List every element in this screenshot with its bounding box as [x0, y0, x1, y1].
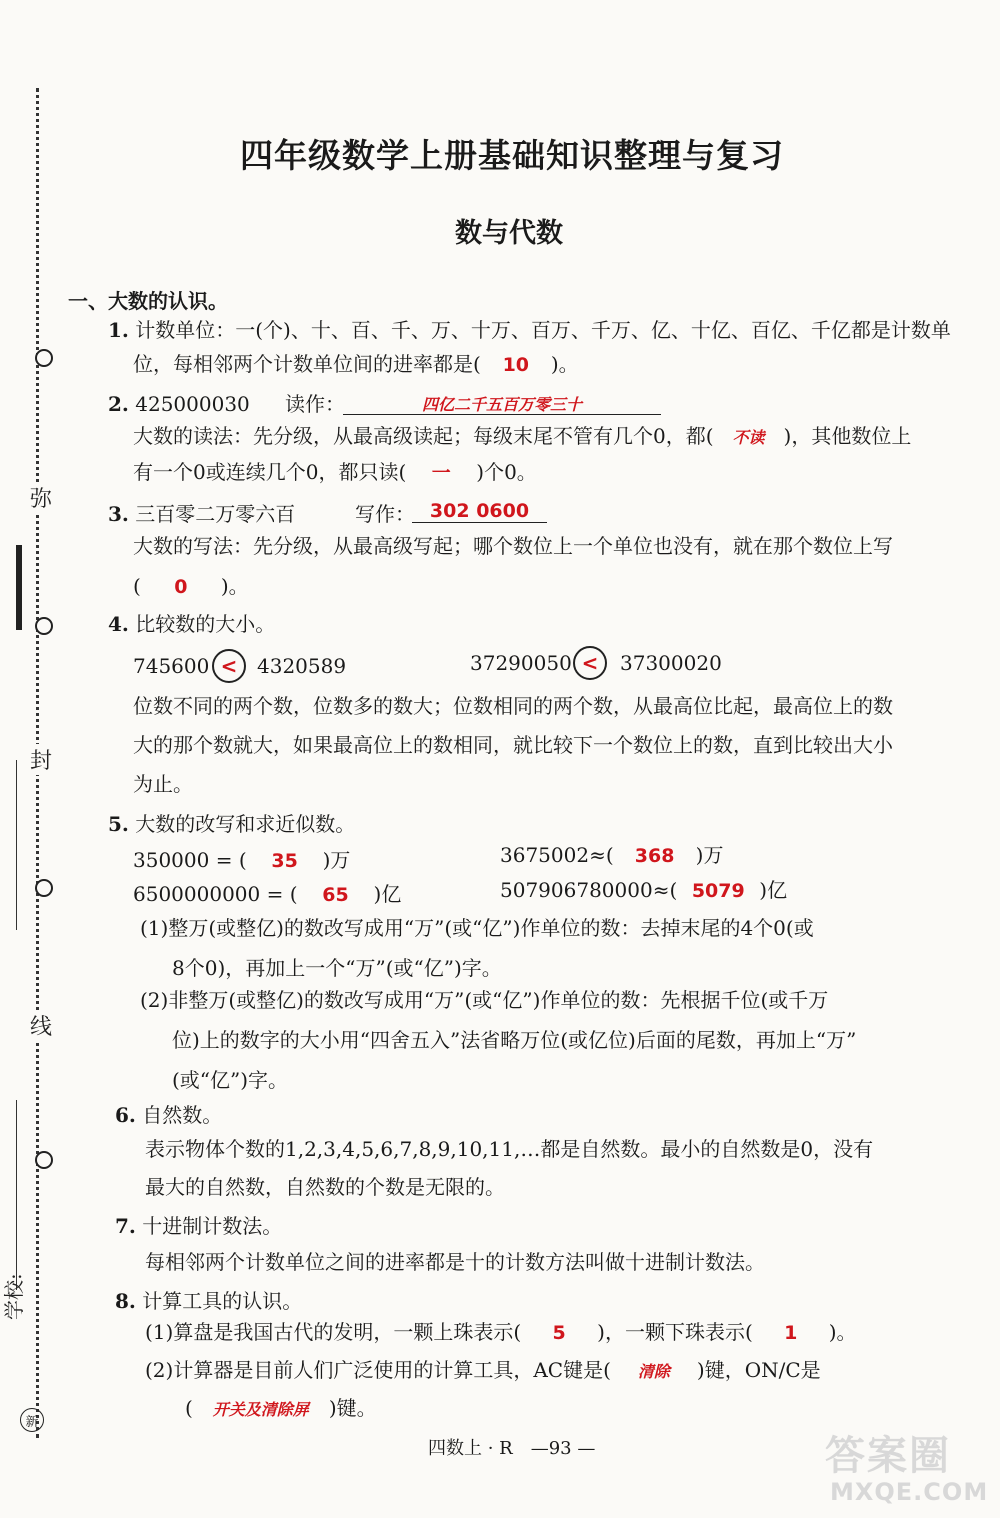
answer: 10	[502, 354, 530, 376]
margin-line	[16, 760, 17, 930]
item-number: 7. 十进制计数法。	[115, 1214, 283, 1238]
item-number: 2. 425000030	[108, 392, 250, 416]
watermark-logo: 答案圈	[825, 1433, 951, 1479]
read-label: 读作：	[285, 392, 345, 416]
binding-xian: 线	[30, 1010, 52, 1041]
item-text: (2)非整万(或整亿)的数改写成用“万”(或“亿”)作单位的数：先根据千位(或千万	[140, 988, 829, 1012]
write-label: 写作：	[355, 502, 415, 526]
item-number: 6. 自然数。	[115, 1103, 223, 1127]
item-text: ( 开关及清除屏 )键。	[185, 1396, 377, 1420]
answer: 0	[174, 576, 188, 598]
item-text: 每相邻两个计数单位之间的进率都是十的计数方法叫做十进制计数法。	[145, 1250, 765, 1274]
answer: 368	[634, 845, 675, 867]
item-text: 表示物体个数的1,2,3,4,5,6,7,8,9,10,11,…都是自然数。最小的自然数是0，没有	[145, 1137, 874, 1161]
expr: 507906780000≈( 5079 )亿	[500, 878, 788, 902]
binding-hole	[35, 349, 53, 367]
section-heading: 一、大数的认识。	[68, 289, 228, 313]
item-text: 8个0)，再加上一个“万”(或“亿”)字。	[172, 956, 502, 980]
expr: 350000 = ( 35 )万	[133, 848, 351, 872]
item-text: (1)整万(或整亿)的数改写成用“万”(或“亿”)作单位的数：去掉末尾的4个0(或	[140, 916, 814, 940]
item-text: 有一个0或连续几个0，都只读( 一 )个0。	[133, 460, 537, 484]
item-text: (2)计算器是目前人们广泛使用的计算工具，AC键是( 清除 )键，ON/C是	[145, 1358, 821, 1382]
item-text: (或“亿”)字。	[172, 1068, 289, 1092]
binding-feng: 封	[30, 744, 52, 775]
answer: 35	[271, 850, 298, 872]
answer: 清除	[637, 1362, 670, 1381]
binding-hole	[35, 617, 53, 635]
item-text: ( 0 )。	[133, 574, 249, 598]
expr: 6500000000 = ( 65 )亿	[133, 882, 402, 906]
item-text: 位)上的数字的大小用“四舍五入”法省略万位(或亿位)后面的尾数，再加上“万”	[172, 1028, 857, 1052]
answer: 不读	[732, 428, 765, 447]
answer: 四亿二千五百万零三十	[421, 395, 582, 414]
section-title: 数与代数	[455, 218, 563, 249]
compare-left: 37290050	[470, 651, 572, 675]
item-text: 大数的写法：先分级，从最高级写起；哪个数位上一个单位也没有，就在那个数位上写	[133, 534, 893, 558]
answer: 5079	[691, 880, 745, 902]
compare-circle: <	[212, 649, 246, 683]
item-text: 位数不同的两个数，位数多的数大；位数相同的两个数，从最高位比起，最高位上的数	[133, 694, 893, 718]
watermark-url: MXQE.COM	[830, 1478, 989, 1506]
compare-right: 37300020	[620, 651, 722, 675]
margin-bar	[16, 545, 22, 630]
item-number: 3. 三百零二万零六百	[108, 502, 296, 526]
answer: 65	[322, 884, 349, 906]
answer: 一	[431, 462, 451, 484]
item-text: 最大的自然数，自然数的个数是无限的。	[145, 1175, 505, 1199]
compare-left: 745600	[133, 654, 210, 678]
write-answer-line	[412, 500, 547, 523]
school-label: 学校:	[2, 1273, 26, 1320]
compare-right: 4320589	[257, 654, 347, 678]
item-text: 大数的读法：先分级，从最高级读起；每级末尾不管有几个0，都( 不读 )，其他数位上	[133, 424, 912, 448]
series-mark: 新	[20, 1408, 44, 1432]
answer: 5	[552, 1322, 566, 1344]
item-text: 大的那个数就大，如果最高位上的数相同，就比较下一个数位上的数，直到比较出大小	[133, 733, 893, 757]
item-number: 1. 计数单位：一(个)、十、百、千、万、十万、百万、千万、亿、十亿、百亿、千亿都是计数单	[108, 318, 951, 342]
binding-hole	[35, 1151, 53, 1169]
item-text: 位，每相邻两个计数单位间的进率都是( 10 )。	[133, 352, 579, 376]
page-footer: 四数上 · R —93 —	[428, 1438, 596, 1459]
margin-line	[16, 1100, 17, 1290]
item-text: (1)算盘是我国古代的发明，一颗上珠表示( 5 )，一颗下珠表示( 1 )。	[145, 1320, 857, 1344]
answer: 302 0600	[429, 500, 530, 522]
item-text: 为止。	[133, 772, 193, 796]
item-number: 8. 计算工具的认识。	[115, 1289, 303, 1313]
binding-mi: 弥	[30, 482, 52, 513]
answer: 开关及清除屏	[212, 1400, 309, 1419]
item-number: 4. 比较数的大小。	[108, 612, 276, 636]
read-answer-line	[343, 392, 661, 415]
binding-hole	[35, 879, 53, 897]
page-title: 四年级数学上册基础知识整理与复习	[240, 136, 784, 175]
item-number: 5. 大数的改写和求近似数。	[108, 812, 356, 836]
answer: 1	[784, 1322, 798, 1344]
expr: 3675002≈( 368 )万	[500, 843, 724, 867]
compare-circle: <	[573, 646, 607, 680]
